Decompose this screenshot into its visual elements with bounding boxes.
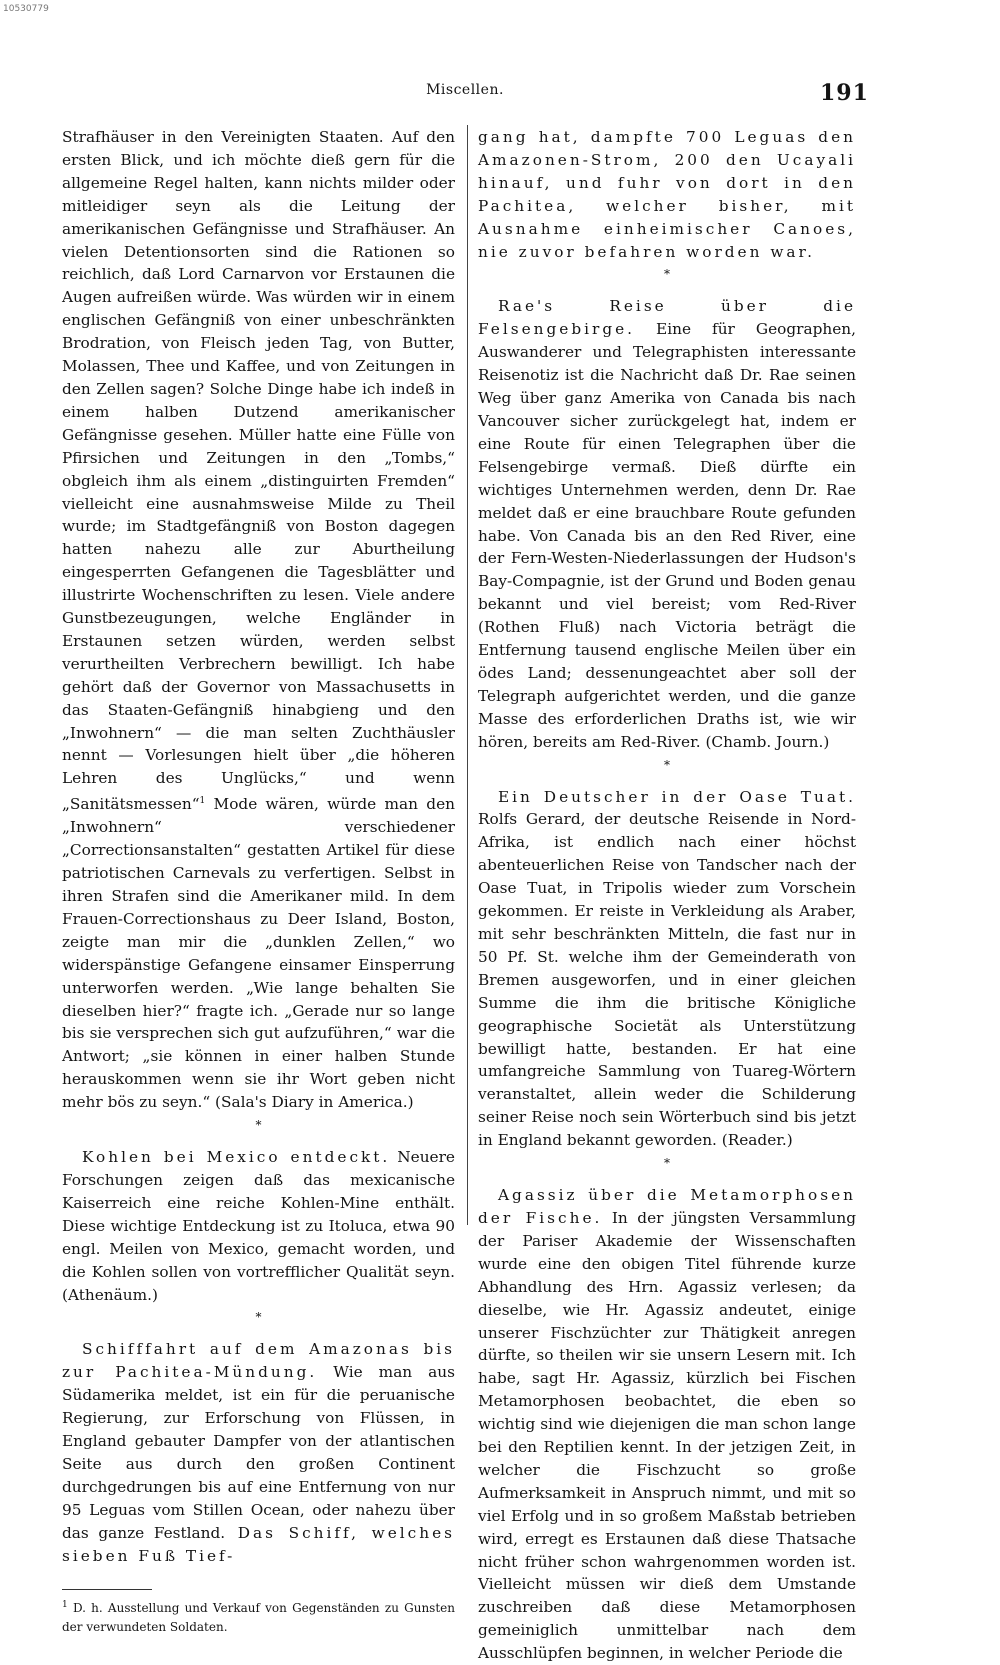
right-column	[478, 126, 856, 1665]
running-head: Miscellen.	[426, 82, 504, 98]
section-separator: *	[664, 267, 670, 282]
article-tuat	[478, 786, 856, 1153]
section-separator: *	[255, 1310, 262, 1325]
footnote-rule	[62, 1589, 152, 1590]
section-separator: *	[664, 1156, 670, 1171]
footnote-reference: 1	[199, 796, 206, 807]
article-coal-title: Kohlen bei Mexico entdeckt.	[82, 1148, 391, 1167]
column-divider	[467, 125, 468, 1225]
article-coal-text: Neuere Forschungen zeigen daß das mexicanische Kaiserreich eine reiche Kohlen-Mine enthält. Diese wichtige Entdeckung ist zu Itoluca, etwa 90 engl. Meilen von Mexico, gemacht worden, und die Kohlen sollen von vortrefflicher Qualität seyn. (Athenäum.)	[62, 1148, 455, 1304]
article-amazon-text-spaced: Das Schiff, welches sieben Fuß Tief-	[62, 1523, 455, 1565]
article-prisons-text: Strafhäuser in den Vereinigten Staaten. Auf den ersten Blick, und ich möchte dieß gern für die allgemeine Regel halten, kann nichts milder oder mitleidiger seyn als die Leitung der amerikanischen Gefängnisse und Strafhäuser. An vielen Detentionsorten sind die Rationen so reichlich, daß Lord Carnarvon vor Erstaunen die Augen aufreißen würde. Was würden wir in einem englischen Gefängniß von einer unbeschränkten Brodration, von Fleisch jeden Tag, von Butter, Molassen, Thee und Kaffee, und von Zeitungen in den Zellen sagen? Solche Dinge habe ich indeß in einem halben Dutzend amerikanischer Gefängnisse gesehen. Müller hatte eine Fülle von Pfirsichen und Zeitungen in den „Tombs,“ obgleich ihm als einem „distinguirten Fremden“ vielleicht eine ausnahmsweise Milde zu Theil wurde; im Stadtgefängniß von Boston dagegen hatten nahezu alle zur Aburtheilung eingesperrten Gefangenen die Tagesblätter und illustrirte Wochenschriften zu lesen. Viele andere Gunstbezeugungen, welche Engländer in Erstaunen setzen würden, werden selbst verurtheilten Verbrechern bewilligt. Ich habe gehört daß der Governor von Massachusetts in das Staaten-Gefängniß hinabgieng und den „Inwohnern“ — die man selten Zuchthäusler nennt — Vorlesungen hielt über „die höheren Lehren des Unglücks,“ und wenn „Sanitätsmessen“	[62, 128, 455, 814]
article-coal-mexico	[62, 1146, 455, 1306]
article-rae-text: Eine für Geographen, Auswanderer und Telegraphisten interessante Reisenotiz ist die Nachricht daß Dr. Rae seinen Weg über ganz Amerika von Canada bis nach Vancouver sicher zurückgelegt hat, indem er eine Route für einen Telegraphen über die Felsengebirge vermaß. Dieß dürfte ein wichtiges Unternehmen werden, denn Dr. Rae meldet daß er eine brauchbare Route gefunden habe. Von Canada bis an den Red River, eine der Fern-Westen-Niederlassungen der Hudson's Bay-Compagnie, ist der Grund und Boden genau bekannt und viel bereist; vom Red-River (Rothen Fluß) nach Victoria beträgt die Entfernung tausend englische Meilen über ein ödes Land; dessenungeachtet aber soll der Telegraph aufgerichtet werden, und die ganze Masse des erforderlichen Draths ist, wie wir hören, bereits am Red-River. (Chamb. Journ.)	[478, 320, 856, 751]
page-number: 191	[820, 80, 869, 106]
article-amazon-text: Wie man aus Südamerika meldet, ist ein für die peruanische Regierung, zur Erforschung von Flüssen, in England gebauter Dampfer von der atlantischen Seite aus durch den großen Continent durchgedrungen bis auf eine Entfernung von nur 95 Leguas vom Stillen Ocean, oder nahezu über das ganze Festland.	[62, 1363, 455, 1542]
article-tuat-title: Ein Deutscher in der Oase Tuat.	[498, 787, 856, 806]
article-agassiz	[478, 1184, 856, 1665]
left-column	[62, 126, 455, 1637]
article-prisons	[62, 126, 455, 1114]
article-tuat-text: Rolfs Gerard, der deutsche Reisende in Nord-Afrika, ist endlich nach einer höchst abenteuerlichen Reise von Tandscher nach der Oase Tuat, in Tripolis wieder zum Vorschein gekommen. Er reiste in Verkleidung als Araber, mit sehr beschränkten Mitteln, die fast nur in 50 Pf. St. welche ihm der Gemeinderath von Bremen ausgeworfen, und in einer gleichen Summe die ihm die britische Königliche geographische Societät als Unterstützung bewilligt hatte, bestanden. Er hat eine umfangreiche Sammlung von Tuareg-Wörtern veranstaltet, allein weder die Schilderung seiner Reise noch sein Wörterbuch sind bis jetzt in England bekannt geworden. (Reader.)	[478, 810, 856, 1150]
section-separator: *	[255, 1118, 262, 1133]
article-agassiz-text: In der jüngsten Versammlung der Pariser Akademie der Wissenschaften wurde eine den obigen Titel führende kurze Abhandlung des Hrn. Agassiz verlesen; da dieselbe, wie Hr. Agassiz andeutet, einige unserer Fischzüchter zur Thätigkeit anregen dürfte, so theilen wir sie unsern Lesern mit. Ich habe, sagt Hr. Agassiz, kürzlich bei Fischen Metamorphosen beobachtet, die eben so wichtig sind wie diejenigen die man schon lange bei den Reptilien kennt. In der jetzigen Zeit, in welcher die Fischzucht so große Aufmerksamkeit in Anspruch nimmt, und mit so viel Erfolg und in so großem Maßstab betrieben wird, erregt es Erstaunen daß diese Thatsache nicht früher schon wahrgenommen worden ist. Vielleicht müssen wir dieß dem Umstande zuschreiben daß diese Metamorphosen gemeiniglich unmittelbar nach dem Ausschlüpfen beginnen, in welcher Periode die	[478, 1208, 856, 1663]
scan-identifier: 10530779	[3, 4, 49, 14]
article-prisons-text-end: Mode wären, würde man den „Inwohnern“ verschiedener „Correctionsanstalten“ gestatten Artikel für diese patriotischen Carnevals zu verfertigen. Selbst in ihren Strafen sind die Amerikaner mild. In dem Frauen-Correctionshaus zu Deer Island, Boston, zeigte man mir die „dunklen Zellen,“ wo widerspänstige Gefangene einsamer Einsperrung unterworfen werden. „Wie lange behalten Sie dieselben hier?“ fragte ich. „Gerade nur so lange bis sie versprechen sich gut aufzuführen,“ war die Antwort; „sie können in einer halben Stunde herauskommen wenn sie ihr Wort geben nicht mehr bös zu seyn.“ (Sala's Diary in America.)	[62, 795, 455, 1112]
article-rae	[478, 295, 856, 753]
article-amazon-continued-text: gang hat, dampfte 700 Leguas den Amazonen-Strom, 200 den Ucayali hinauf, und fuhr von dort in den Pachitea, welcher bisher, mit Ausnahme einheimischer Canoes, nie zuvor befahren worden war.	[478, 128, 856, 261]
footnote-marker: 1	[62, 1600, 68, 1611]
section-separator: *	[664, 757, 670, 772]
article-amazon	[62, 1338, 455, 1567]
footnote-text: D. h. Ausstellung und Verkauf von Gegenständen zu Gunsten der verwundeten Soldaten.	[62, 1601, 455, 1635]
article-agassiz-title: Agassiz über die Metamorphosen der Fische.	[478, 1186, 856, 1227]
footnote	[62, 1596, 455, 1637]
article-amazon-title: Schifffahrt auf dem Amazonas bis zur Pachitea-Mündung.	[62, 1340, 455, 1382]
article-rae-title: Rae's Reise über die Felsengebirge.	[478, 297, 856, 339]
article-amazon-continued	[478, 126, 856, 263]
